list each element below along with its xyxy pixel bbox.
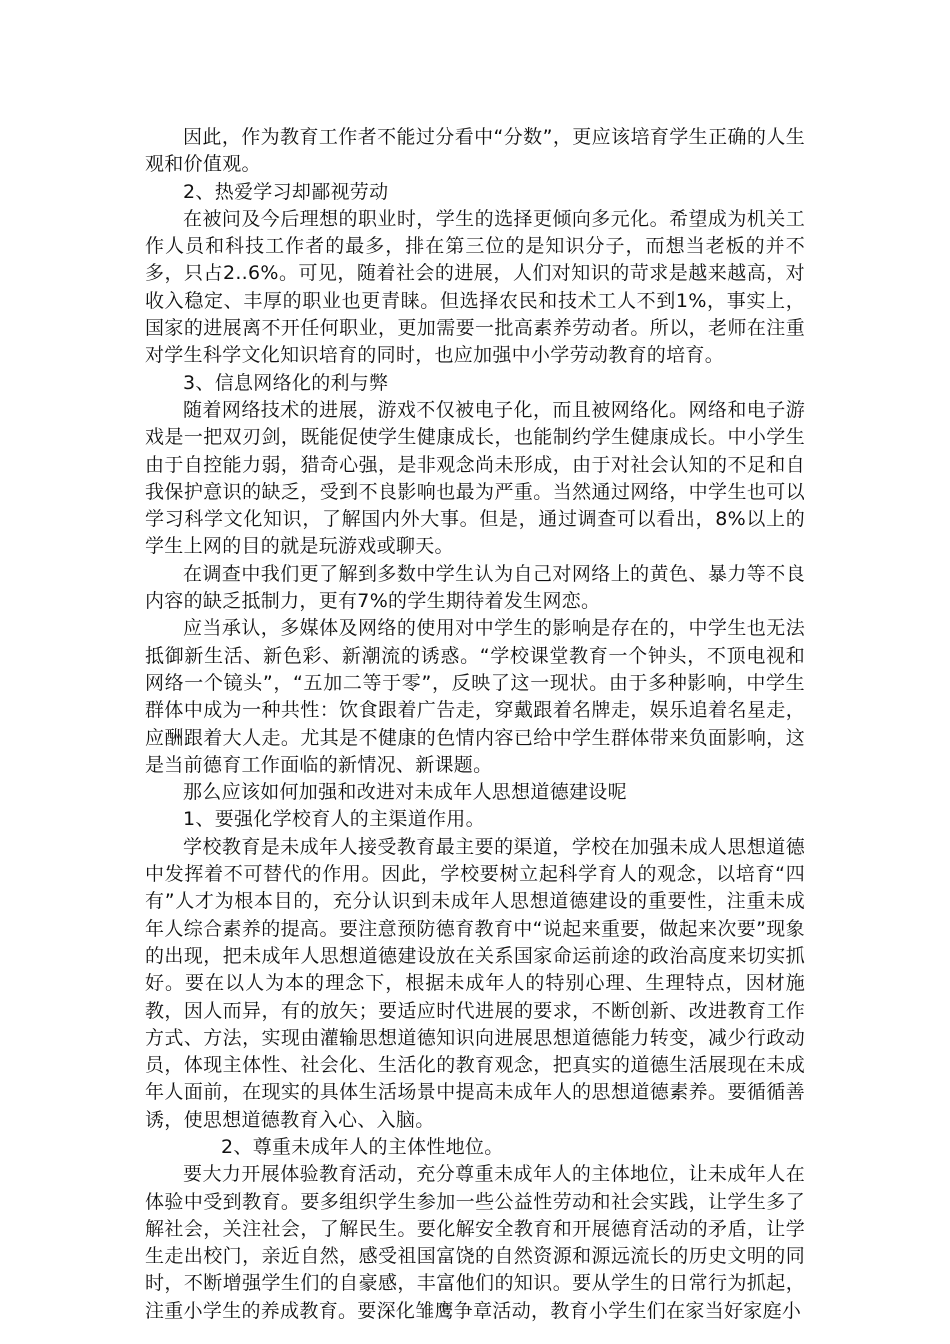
- document-body: [145, 124, 805, 1325]
- paragraph: 应当承认，多媒体及网络的使用对中学生的影响是存在的，中学生也无法抵御新生活、新色彩、新潮流的诱惑。“学校课堂教育一个钟头，不顶电视和网络一个镜头”，“五加二等于零”，反映了这一现状。由于多种影响，中学生群体中成为一种共性：饮食跟着广告走，穿戴跟着名牌走，娱乐追着名星走，应酬跟着大人走。尤其是不健康的色情内容已给中学生群体带来负面影响，这是当前德育工作面临的新情况、新课题。: [145, 617, 805, 776]
- section-question: 那么应该如何加强和改进对未成年人思想道德建设呢: [183, 781, 627, 804]
- section-heading: 2、热爱学习却鄙视劳动: [183, 180, 389, 203]
- section-heading: 2、尊重未成年人的主体性地位。: [221, 1135, 504, 1158]
- paragraph: 随着网络技术的进展，游戏不仅被电子化，而且被网络化。网络和电子游戏是一把双刃剑，既能促使学生健康成长，也能制约学生健康成长。中小学生由于自控能力弱，猎奇心强，是非观念尚未形成，由于对社会认知的不足和自我保护意识的缺乏，受到不良影响也最为严重。当然通过网络，中学生也可以学习科学文化知识，了解国内外大事。但是，通过调查可以看出，8%以上的学生上网的目的就是玩游戏或聊天。: [145, 398, 805, 558]
- paragraph: 在调查中我们更了解到多数中学生认为自己对网络上的黄色、暴力等不良内容的缺乏抵制力，更有7%的学生期待着发生网恋。: [145, 562, 805, 613]
- paragraph: 在被问及今后理想的职业时，学生的选择更倾向多元化。希望成为机关工作人员和科技工作者的最多，排在第三位的是知识分子，而想当老板的并不多，只占2..6%。可见，随着社会的进展，人们对知识的苛求是越来越高，对收入稳定、丰厚的职业也更青睐。但选择农民和技术工人不到1%，事实上，国家的进展离不开任何职业，更加需要一批高素养劳动者。所以，老师在注重对学生科学文化知识培育的同时，也应加强中小学劳动教育的培育。: [145, 207, 805, 367]
- paragraph: 因此，作为教育工作者不能过分看中“分数”，更应该培育学生正确的人生观和价值观。: [145, 126, 805, 176]
- paragraph: 要大力开展体验教育活动，充分尊重未成年人的主体地位，让未成年人在体验中受到教育。要多组织学生参加一些公益性劳动和社会实践，让学生多了解社会，关注社会，了解民生。要化解安全教育和开展德育活动的矛盾，让学生走出校门，亲近自然，感受祖国富饶的自然资源和源远流长的历史文明的同时，不断增强学生们的自豪感，丰富他们的知识。要从学生的日常行为抓起，注重小学生的养成教育。要深化雏鹰争章活动，教育小学生们在家当好家庭小: [145, 1163, 805, 1322]
- section-heading: 1、要强化学校育人的主渠道作用。: [183, 808, 485, 831]
- paragraph: 学校教育是未成年人接受教育最主要的渠道，学校在加强未成人思想道德中发挥着不可替代的作用。因此，学校要树立起科学育人的观念，以培育“四有”人才为根本目的，充分认识到未成年人思想道德建设的重要性，注重未成年人综合素养的提高。要注意预防德育教育中“说起来重要，做起来次要”现象的出现，把未成年人思想道德建设放在关系国家命运前途的政治高度来切实抓好。要在以人为本的理念下，根据未成年人的特别心理、生理特点，因材施教，因人而异，有的放矢；要适应时代进展的要求，不断创新、改进教育工作方式、方法，实现由灌输思想道德知识向进展思想道德能力转变，减少行政动员，体现主体性、社会化、生活化的教育观念，把真实的道德生活展现在未成年人面前，在现实的具体生活场景中提高未成年人的思想道德素养。要循循善诱，使思想道德教育入心、入脑。: [145, 835, 805, 1131]
- section-heading: 3、信息网络化的利与弊: [183, 371, 389, 394]
